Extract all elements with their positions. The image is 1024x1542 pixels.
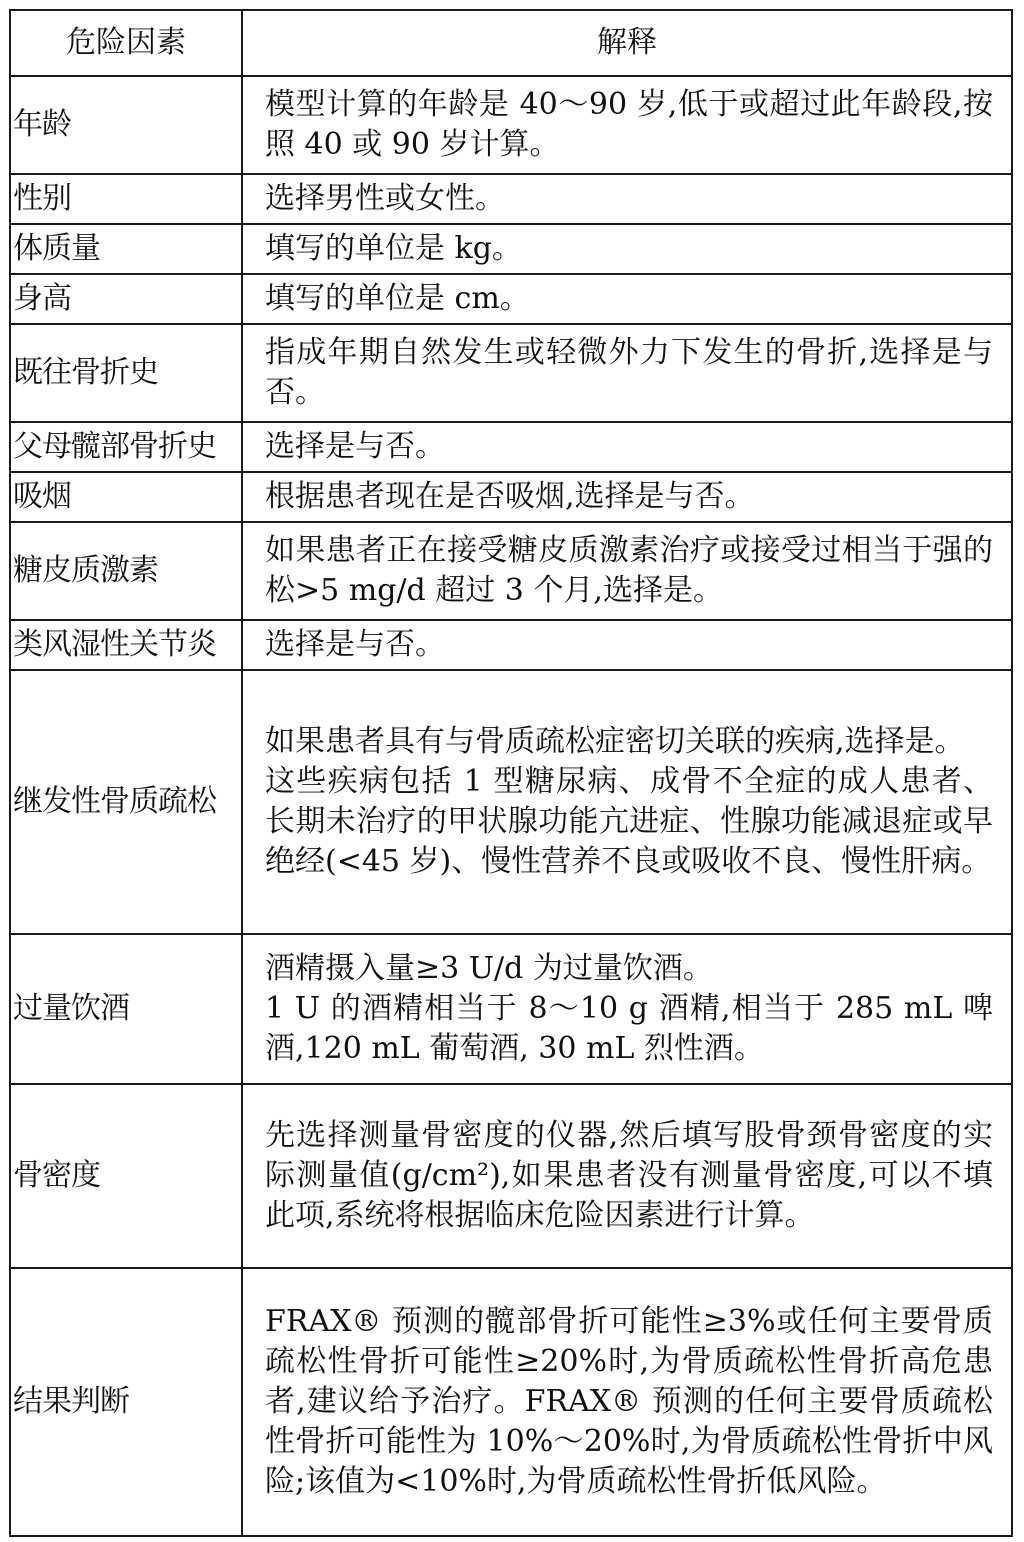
explanation-cell: [242, 1268, 1012, 1536]
risk-factor-cell: 既往骨折史: [10, 324, 242, 422]
explanation-text: 根据患者现在是否吸烟,选择是与否。: [265, 479, 755, 514]
explanation-text: 选择男性或女性。: [265, 181, 505, 216]
explanation-text: 酒精摄入量≥3 U/d 为过量饮酒。: [265, 951, 713, 986]
explanation-cell: [242, 670, 1012, 934]
explanation-cell: [242, 472, 1012, 522]
table-row: [10, 522, 1012, 620]
risk-factor-cell: 糖皮质激素: [10, 522, 242, 620]
table-row: [10, 174, 1012, 224]
table-row: [10, 422, 1012, 472]
risk-factor-cell: 体质量: [10, 224, 242, 274]
explanation-text: 先选择测量骨密度的仪器,然后填写股骨颈骨密度的实际测量值(g/cm²),如果患者没有测量骨密度,可以不填此项,系统将根据临床危险因素进行计算。: [265, 1118, 993, 1233]
table-row: [10, 1084, 1012, 1268]
explanation-cell: [242, 422, 1012, 472]
risk-factor-cell: 过量饮酒: [10, 934, 242, 1084]
risk-factor-cell: 吸烟: [10, 472, 242, 522]
explanation-text: 填写的单位是 kg。: [265, 231, 522, 266]
risk-factor-cell: 继发性骨质疏松: [10, 670, 242, 934]
explanation-cell: [242, 522, 1012, 620]
explanation-text: 选择是与否。: [265, 627, 445, 662]
explanation-text: 选择是与否。: [265, 429, 445, 464]
explanation-cell: [242, 620, 1012, 670]
table-row: [10, 934, 1012, 1084]
risk-factor-cell: 父母髋部骨折史: [10, 422, 242, 472]
explanation-text: 这些疾病包括 1 型糖尿病、成骨不全症的成人患者、长期未治疗的甲状腺功能亢进症、性腺功能减退症或早绝经(<45 岁)、慢性营养不良或吸收不良、慢性肝病。: [265, 764, 993, 879]
table-header-row: [10, 10, 1012, 76]
explanation-text: FRAX® 预测的髋部骨折可能性≥3%或任何主要骨质疏松性骨折可能性≥20%时,为骨质疏松性骨折高危患者,建议给予治疗。FRAX® 预测的任何主要骨质疏松性骨折可能性为 10%～20%时,为骨质疏松性骨折中风险;该值为<10%时,为骨质疏松性骨折低风险。: [265, 1304, 993, 1499]
risk-factor-cell: 身高: [10, 274, 242, 324]
table-body: [10, 76, 1012, 1536]
risk-factor-cell: 性别: [10, 174, 242, 224]
explanation-cell: [242, 76, 1012, 174]
explanation-cell: [242, 324, 1012, 422]
header-factor: 危险因素: [10, 10, 242, 76]
header-explanation: 解释: [242, 10, 1012, 76]
risk-factor-cell: 结果判断: [10, 1268, 242, 1536]
explanation-text: 如果患者具有与骨质疏松症密切关联的疾病,选择是。: [265, 724, 965, 759]
explanation-cell: [242, 174, 1012, 224]
explanation-cell: [242, 274, 1012, 324]
explanation-text: 模型计算的年龄是 40～90 岁,低于或超过此年龄段,按照 40 或 90 岁计算。: [265, 87, 993, 162]
explanation-text: 填写的单位是 cm。: [265, 281, 530, 316]
risk-factor-table: [9, 9, 1013, 1537]
table-row: [10, 76, 1012, 174]
explanation-cell: [242, 1084, 1012, 1268]
risk-factor-cell: 骨密度: [10, 1084, 242, 1268]
risk-factor-cell: 类风湿性关节炎: [10, 620, 242, 670]
table-row: [10, 1268, 1012, 1536]
table-row: [10, 620, 1012, 670]
table-row: [10, 274, 1012, 324]
explanation-text: 如果患者正在接受糖皮质激素治疗或接受过相当于强的松>5 mg/d 超过 3 个月,选择是。: [265, 533, 993, 608]
table-row: [10, 324, 1012, 422]
table-row: [10, 472, 1012, 522]
risk-factor-cell: 年龄: [10, 76, 242, 174]
explanation-text: 指成年期自然发生或轻微外力下发生的骨折,选择是与否。: [265, 335, 993, 410]
table-row: [10, 670, 1012, 934]
explanation-text: 1 U 的酒精相当于 8～10 g 酒精,相当于 285 mL 啤酒,120 mL 葡萄酒, 30 mL 烈性酒。: [265, 991, 993, 1066]
table-row: [10, 224, 1012, 274]
explanation-cell: [242, 224, 1012, 274]
explanation-cell: [242, 934, 1012, 1084]
